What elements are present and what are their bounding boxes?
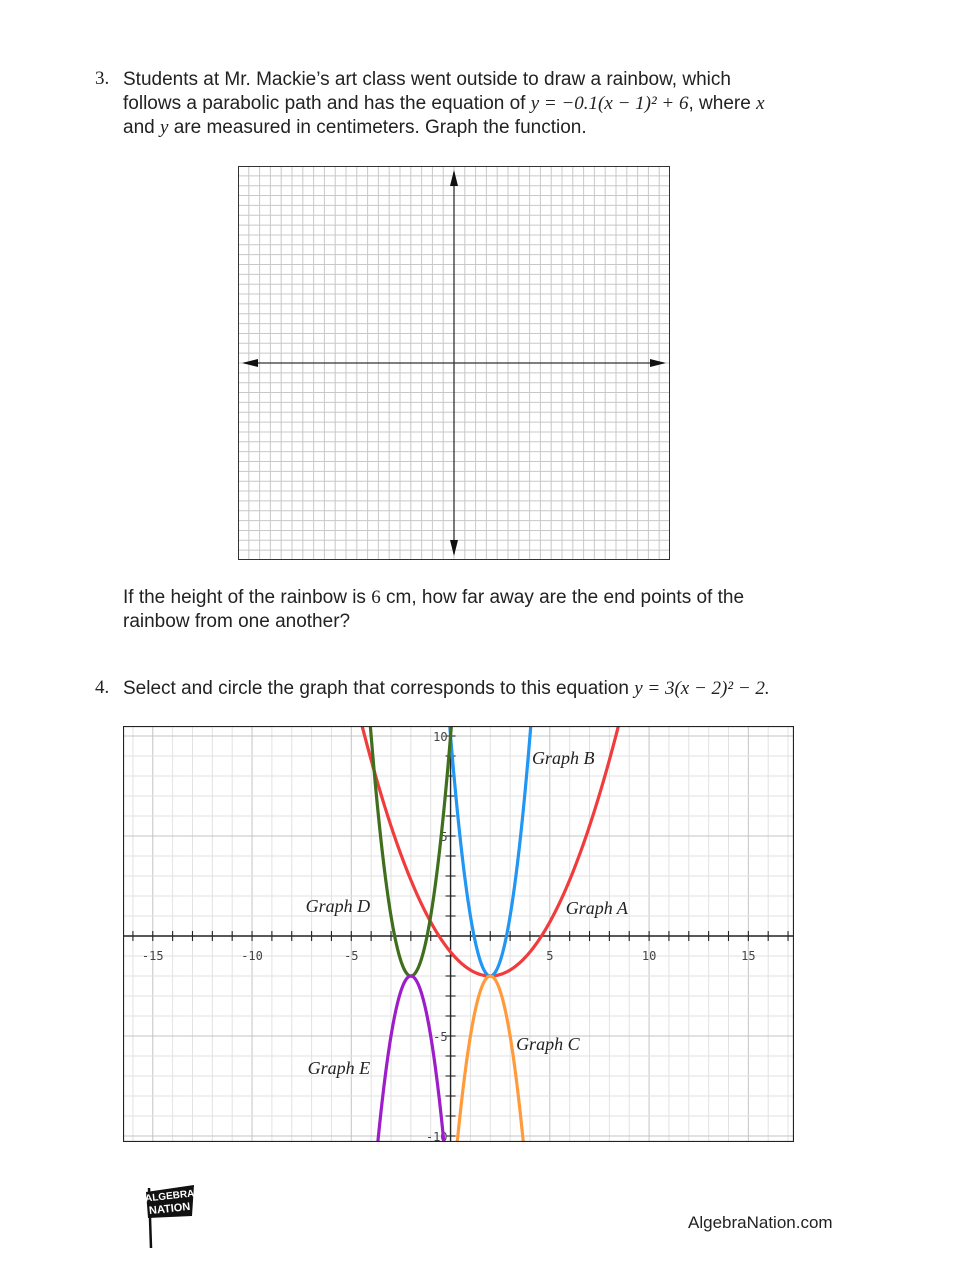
curves-group (123, 726, 794, 1142)
algebra-nation-logo (140, 1182, 198, 1250)
blank-graph-grid[interactable] (238, 166, 670, 560)
question-3-followup: If the height of the rainbow is 6 cm, how far away are the end points of the rainbow from one another? (123, 587, 745, 632)
question-3-equation: y = −0.1(x − 1)² + 6 (530, 93, 689, 114)
question-3-line-3: and y are measured in centimeters. Graph the function. (123, 117, 587, 138)
label-graph-a: Graph A (565, 898, 628, 918)
x-axis-left-arrow (242, 359, 258, 367)
chart-border (124, 727, 794, 1142)
curve-graph-d (123, 726, 794, 976)
svg-text:NATION: NATION (148, 1200, 191, 1218)
question-3-number: 3. (95, 68, 110, 89)
question-4-equation: y = 3(x − 2)² − 2. (634, 678, 770, 699)
label-graph-c: Graph C (516, 1034, 580, 1054)
label-graph-e: Graph E (307, 1058, 371, 1078)
curve-graph-b (123, 726, 794, 976)
x-tick-label: 10 (641, 949, 657, 963)
x-tick-label: 15 (741, 949, 756, 963)
parabola-graphs-chart[interactable] (123, 726, 794, 1142)
y-axis-down-arrow (450, 540, 458, 556)
question-3-line-1: Students at Mr. Mackie’s art class went outside to draw a rainbow, which (123, 69, 731, 90)
y-tick-label: 10 (433, 730, 448, 744)
question-4-text: Select and circle the graph that corresponds to this equation y = 3(x − 2)² − 2. (123, 678, 770, 699)
question-4-number: 4. (95, 677, 110, 698)
curve-graph-a (123, 726, 794, 976)
label-graph-b: Graph B (531, 748, 595, 768)
y-tick-label: -5 (433, 1030, 448, 1044)
x-axis-right-arrow (650, 359, 666, 367)
y-tick-label: -10 (425, 1130, 448, 1142)
question-3-line-2: follows a parabolic path and has the equation of y = −0.1(x − 1)² + 6, where x (123, 93, 765, 114)
label-graph-d: Graph D (305, 896, 371, 916)
x-tick-label: -5 (344, 949, 359, 963)
footer-url[interactable]: AlgebraNation.com (688, 1213, 833, 1232)
rainbow-height-value: 6 (371, 587, 381, 608)
x-tick-label: 5 (546, 949, 554, 963)
y-axis-up-arrow (450, 170, 458, 186)
x-tick-label: -15 (141, 949, 164, 963)
question-3-text (123, 68, 883, 140)
svg-text:ALGEBRA: ALGEBRA (144, 1188, 195, 1205)
y-tick-label: 5 (440, 830, 448, 844)
x-tick-label: -10 (241, 949, 263, 963)
curve-graph-c (123, 976, 794, 1142)
